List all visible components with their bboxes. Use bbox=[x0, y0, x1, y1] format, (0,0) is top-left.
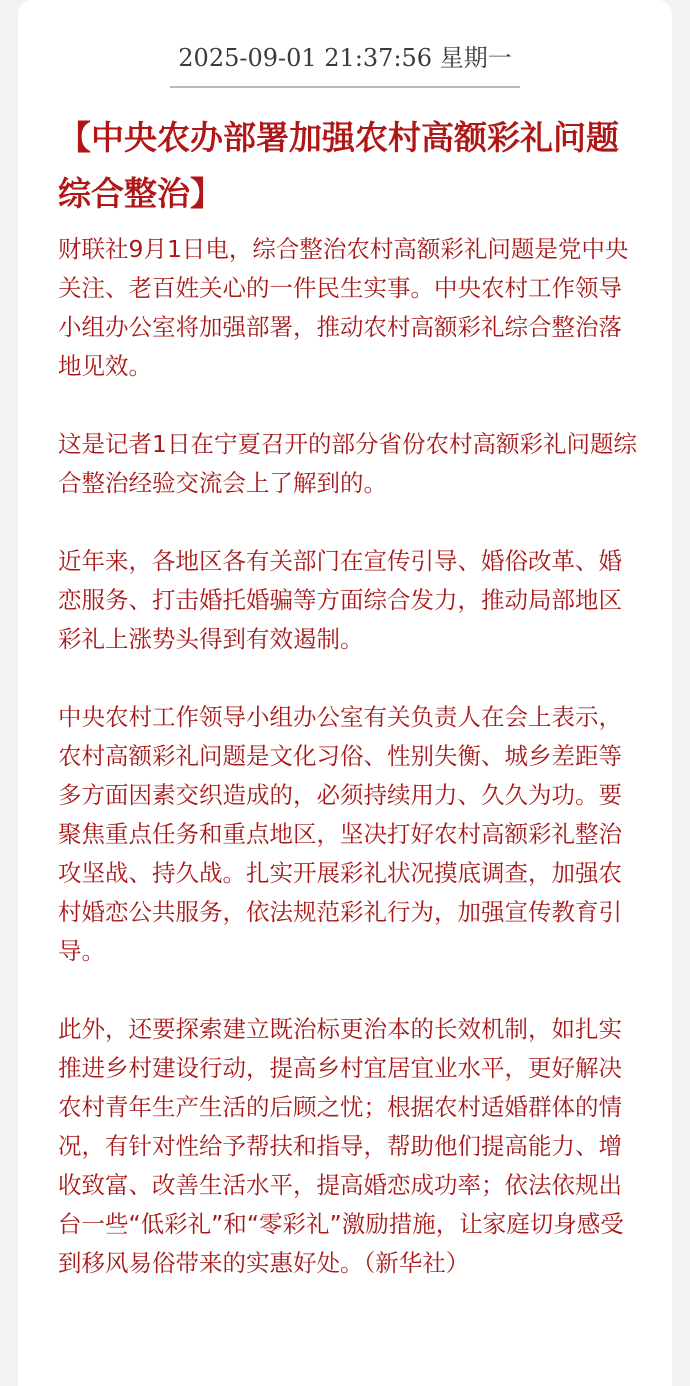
article-paragraph-5: 此外，还要探索建立既治标更治本的长效机制，如扎实推进乡村建设行动，提高乡村宜居宜业水平，更好解决农村青年生产生活的后顾之忧；根据农村适婚群体的情况，有针对性给予帮扶和指导，帮助他们提高能力、增收致富、改善生活水平，提高婚恋成功率；依法依规出台一些“低彩礼”和“零彩礼”激励措施，让家庭切身感受到移风易俗带来的实惠好处。（新华社） bbox=[58, 1015, 624, 1277]
article-paragraph-1: 财联社9月1日电，综合整治农村高额彩礼问题是党中央关注、老百姓关心的一件民生实事。中央农村工作领导小组办公室将加强部署，推动农村高额彩礼综合整治落地见效。 bbox=[58, 235, 629, 380]
date-divider bbox=[170, 86, 520, 88]
article-title: 【中央农办部署加强农村高额彩礼问题综合整治】 bbox=[58, 118, 619, 213]
post-datetime: 2025-09-01 21:37:56 星期一 bbox=[178, 44, 512, 72]
article-paragraph-3: 近年来，各地区各有关部门在宣传引导、婚俗改革、婚恋服务、打击婚托婚骗等方面综合发力，推动局部地区彩礼上涨势头得到有效遏制。 bbox=[58, 547, 622, 653]
article-body bbox=[58, 230, 638, 1322]
article-paragraph-4: 中央农村工作领导小组办公室有关负责人在会上表示，农村高额彩礼问题是文化习俗、性别失衡、城乡差距等多方面因素交织造成的，必须持续用力、久久为功。要聚焦重点任务和重点地区，坚决打好农村高额彩礼整治攻坚战、持久战。扎实开展彩礼状况摸底调查，加强农村婚恋公共服务，依法规范彩礼行为，加强宣传教育引导。 bbox=[58, 703, 622, 965]
article-paragraph-2: 这是记者1日在宁夏召开的部分省份农村高额彩礼问题综合整治经验交流会上了解到的。 bbox=[58, 430, 637, 497]
